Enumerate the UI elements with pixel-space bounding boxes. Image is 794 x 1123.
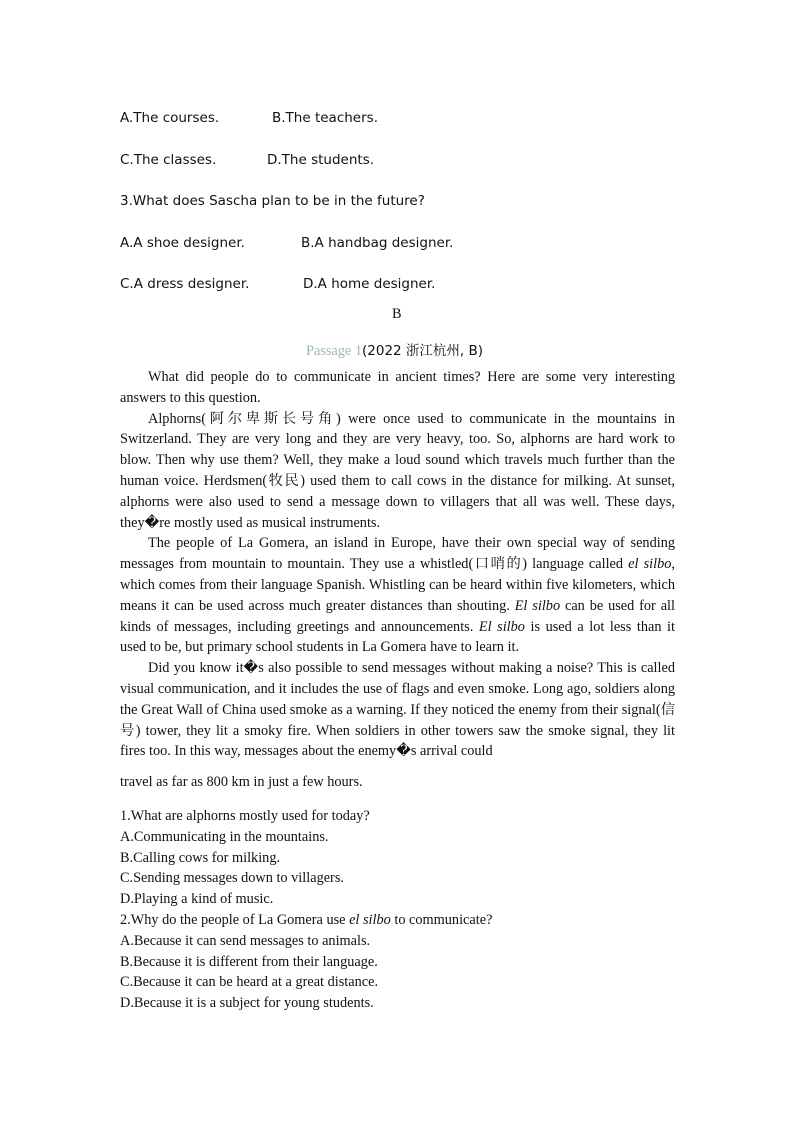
option-a: A.The courses.	[120, 110, 220, 126]
q3-options-row-1	[120, 235, 453, 251]
q3-option-c: C.A dress designer.	[120, 276, 250, 292]
source-detail: (2022 浙江杭州, B)	[362, 343, 484, 359]
section-label: B	[392, 306, 402, 322]
passage-paragraph-1: What did people do to communicate in ancient times? Here are some very interesting answers to this question.	[120, 369, 675, 406]
q2-option-a: A.Because it can send messages to animals.	[120, 932, 371, 949]
questions	[120, 806, 492, 1014]
prev-options-row-1	[120, 110, 378, 126]
q2-option-b: B.Because it is different from their language.	[120, 953, 378, 970]
q3-option-b: B.A handbag designer.	[301, 235, 454, 251]
question-2: 2.Why do the people of La Gomera use el silbo to communicate?	[120, 911, 493, 928]
term-el-silbo: el silbo	[628, 556, 672, 573]
passage-paragraph-2: Alphorns(阿尔卑斯长号角) were once used to communicate in the mountains in Switzerland. They are very long and they are very heavy, too. So, alphorns are hard work to blow. Then why use them? Well, they make a loud sound which travels much further than the human voice. Herdsmen(牧民) used them to call cows in the distance for milking. At sunset, alphorns were also used to send a message down to villagers that all was well. These days, they�re mostly used as musical instruments.	[120, 410, 675, 531]
option-c: C.The classes.	[120, 152, 217, 168]
q2-option-d: D.Because it is a subject for young students.	[120, 995, 374, 1012]
option-b: B.The teachers.	[272, 110, 378, 126]
q3-option-a: A.A shoe designer.	[120, 235, 245, 251]
q1-option-d: D.Playing a kind of music.	[120, 891, 274, 908]
option-d: D.The students.	[267, 152, 375, 168]
prev-options-row-2	[120, 152, 374, 168]
question-1: 1.What are alphorns mostly used for today?	[120, 808, 370, 824]
question-3: 3.What does Sascha plan to be in the future?	[120, 193, 425, 209]
q1-option-c: C.Sending messages down to villagers.	[120, 870, 344, 887]
term-el-silbo: El silbo	[478, 618, 525, 635]
passage	[120, 367, 675, 762]
q1-option-b: B.Calling cows for milking.	[120, 849, 281, 866]
q2-option-c: C.Because it can be heard at a great distance.	[120, 974, 379, 991]
passage-tail: travel as far as 800 km in just a few hours.	[120, 774, 363, 790]
source-title: Passage 1	[306, 343, 362, 359]
q3-options-row-2	[120, 276, 435, 292]
q3-option-d: D.A home designer.	[303, 276, 436, 292]
source-line	[306, 339, 483, 360]
q1-option-a: A.Communicating in the mountains.	[120, 828, 329, 845]
passage-paragraph-3: The people of La Gomera, an island in Europe, have their own special way of sending messages from mountain to mountain. They use a whistled(口哨的) language called el silbo, which comes from their language Spanish. Whistling can be heard within five kilometers, which means it can be used across much greater distances than shouting. El silbo can be used for all kinds of messages, including greetings and announcements. El silbo is used a lot less than it used to be, but primary school students in La Gomera have to learn it.	[120, 535, 675, 656]
term-el-silbo: el silbo	[349, 911, 391, 928]
passage-paragraph-4: Did you know it�s also possible to send messages without making a noise? This is called visual communication, and it includes the use of flags and even smoke. Long ago, soldiers along the Great Wall of China used smoke as a warning. If they noticed the enemy from their signal(信号) tower, they lit a smoky fire. When soldiers in other towers saw the smoke signal, they lit fires too. In this way, messages about the enemy�s arrival could	[120, 660, 675, 760]
term-el-silbo: El silbo	[514, 597, 561, 614]
